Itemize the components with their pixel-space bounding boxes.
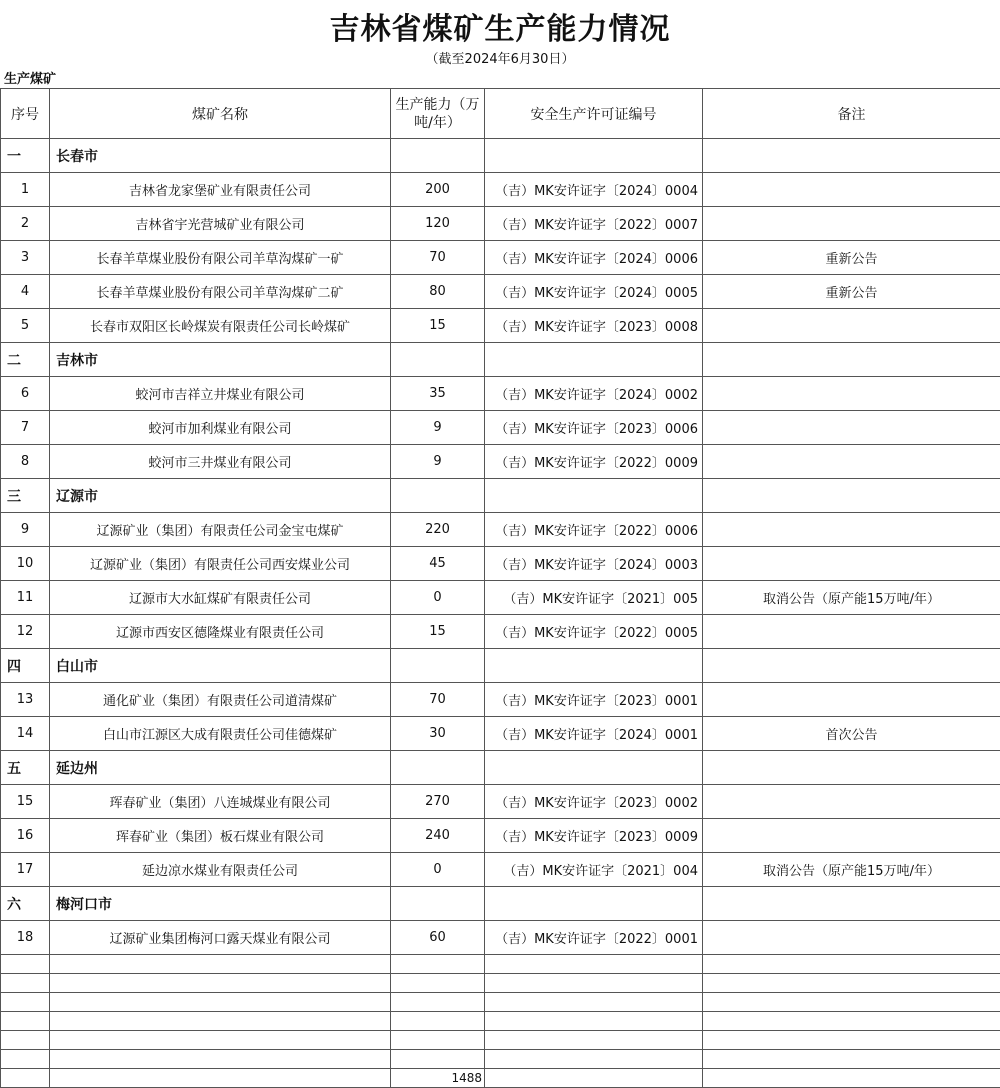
row-capacity: 270 [391,785,485,819]
row-remark [703,377,1000,411]
row-mine-name: 长春羊草煤业股份有限公司羊草沟煤矿一矿 [50,241,391,275]
blank-cell [703,1031,1000,1050]
row-mine-name: 辽源矿业（集团）有限责任公司金宝屯煤矿 [50,513,391,547]
row-mine-name: 吉林省龙家堡矿业有限责任公司 [50,173,391,207]
blank-cell [50,993,391,1012]
blank-cell [485,974,703,993]
row-seq: 14 [1,717,50,751]
row-capacity: 35 [391,377,485,411]
row-mine-name: 延边凉水煤业有限责任公司 [50,853,391,887]
row-license: （吉）MK安许证字〔2023〕0008 [485,309,703,343]
row-seq: 9 [1,513,50,547]
blank-cell [703,1050,1000,1069]
page-title: 吉林省煤矿生产能力情况 [0,4,1000,48]
table-row [1,581,1000,615]
header-row [1,89,1000,139]
blank-cell [1,974,50,993]
group-number: 五 [1,751,50,785]
header-seq: 序号 [1,89,50,139]
row-remark [703,445,1000,479]
row-capacity: 60 [391,921,485,955]
blank-cell [1,1050,50,1069]
row-seq: 18 [1,921,50,955]
table-row [1,615,1000,649]
group-capacity-cell [391,343,485,377]
group-name: 梅河口市 [50,887,391,921]
row-seq: 1 [1,173,50,207]
blank-cell [50,1012,391,1031]
row-capacity: 240 [391,819,485,853]
row-mine-name: 蛟河市加利煤业有限公司 [50,411,391,445]
row-mine-name: 蛟河市三井煤业有限公司 [50,445,391,479]
group-row [1,649,1000,683]
row-license: （吉）MK安许证字〔2022〕0006 [485,513,703,547]
group-name: 白山市 [50,649,391,683]
row-remark: 首次公告 [703,717,1000,751]
row-license: （吉）MK安许证字〔2022〕0001 [485,921,703,955]
table-row [1,513,1000,547]
row-remark: 重新公告 [703,275,1000,309]
group-capacity-cell [391,751,485,785]
blank-cell [485,955,703,974]
row-mine-name: 辽源矿业（集团）有限责任公司西安煤业公司 [50,547,391,581]
group-row [1,479,1000,513]
blank-cell [50,1031,391,1050]
row-remark [703,785,1000,819]
blank-cell [485,1069,703,1088]
row-remark [703,207,1000,241]
row-seq: 2 [1,207,50,241]
blank-row [1,955,1000,974]
row-capacity: 0 [391,581,485,615]
row-capacity: 70 [391,683,485,717]
row-license: （吉）MK安许证字〔2024〕0005 [485,275,703,309]
row-remark [703,173,1000,207]
blank-cell [1,1069,50,1088]
row-remark [703,309,1000,343]
group-license-cell [485,649,703,683]
row-capacity: 220 [391,513,485,547]
row-capacity: 9 [391,411,485,445]
group-number: 四 [1,649,50,683]
row-remark [703,411,1000,445]
blank-cell [391,1012,485,1031]
row-license: （吉）MK安许证字〔2022〕0007 [485,207,703,241]
group-remark-cell [703,139,1000,173]
row-seq: 11 [1,581,50,615]
row-license: （吉）MK安许证字〔2022〕0009 [485,445,703,479]
blank-cell [1,1012,50,1031]
blank-row [1,974,1000,993]
coal-mine-table [0,88,1000,1088]
blank-cell [50,1069,391,1088]
blank-cell [485,993,703,1012]
row-license: （吉）MK安许证字〔2024〕0001 [485,717,703,751]
group-number: 六 [1,887,50,921]
blank-cell [391,974,485,993]
page-subtitle: （截至2024年6月30日） [0,48,1000,67]
group-row [1,751,1000,785]
row-mine-name: 辽源市大水缸煤矿有限责任公司 [50,581,391,615]
group-name: 长春市 [50,139,391,173]
row-license: （吉）MK安许证字〔2023〕0006 [485,411,703,445]
row-remark: 重新公告 [703,241,1000,275]
row-remark [703,819,1000,853]
row-mine-name: 辽源矿业集团梅河口露天煤业有限公司 [50,921,391,955]
group-license-cell [485,343,703,377]
table-row [1,377,1000,411]
group-number: 三 [1,479,50,513]
row-license: （吉）MK安许证字〔2021〕004 [485,853,703,887]
row-capacity: 200 [391,173,485,207]
table-row [1,445,1000,479]
group-license-cell [485,751,703,785]
table-body [1,89,1000,1088]
blank-cell [485,1050,703,1069]
header-capacity: 生产能力（万吨/年） [391,89,485,139]
row-license: （吉）MK安许证字〔2024〕0003 [485,547,703,581]
row-seq: 5 [1,309,50,343]
row-capacity: 9 [391,445,485,479]
total-row [1,1069,1000,1088]
blank-cell [703,993,1000,1012]
table-row [1,819,1000,853]
blank-cell [485,1031,703,1050]
group-row [1,139,1000,173]
group-license-cell [485,139,703,173]
blank-row [1,1031,1000,1050]
row-remark [703,615,1000,649]
blank-cell [391,955,485,974]
row-seq: 6 [1,377,50,411]
row-seq: 15 [1,785,50,819]
row-license: （吉）MK安许证字〔2024〕0004 [485,173,703,207]
row-mine-name: 珲春矿业（集团）八连城煤业有限公司 [50,785,391,819]
group-row [1,343,1000,377]
row-mine-name: 蛟河市吉祥立井煤业有限公司 [50,377,391,411]
row-capacity: 15 [391,615,485,649]
row-license: （吉）MK安许证字〔2024〕0002 [485,377,703,411]
row-license: （吉）MK安许证字〔2024〕0006 [485,241,703,275]
row-mine-name: 长春市双阳区长岭煤炭有限责任公司长岭煤矿 [50,309,391,343]
row-seq: 7 [1,411,50,445]
table-row [1,173,1000,207]
group-name: 延边州 [50,751,391,785]
table-row [1,785,1000,819]
row-remark [703,513,1000,547]
blank-cell [703,974,1000,993]
row-remark: 取消公告（原产能15万吨/年） [703,853,1000,887]
header-name: 煤矿名称 [50,89,391,139]
row-capacity: 80 [391,275,485,309]
row-mine-name: 白山市江源区大成有限责任公司佳德煤矿 [50,717,391,751]
group-remark-cell [703,751,1000,785]
row-seq: 10 [1,547,50,581]
row-seq: 13 [1,683,50,717]
table-row [1,547,1000,581]
group-name: 辽源市 [50,479,391,513]
row-capacity: 120 [391,207,485,241]
row-seq: 12 [1,615,50,649]
row-capacity: 70 [391,241,485,275]
row-capacity: 30 [391,717,485,751]
group-row [1,887,1000,921]
total-capacity: 1488 [391,1069,485,1088]
row-license: （吉）MK安许证字〔2021〕005 [485,581,703,615]
row-mine-name: 长春羊草煤业股份有限公司羊草沟煤矿二矿 [50,275,391,309]
group-license-cell [485,887,703,921]
blank-cell [1,993,50,1012]
row-seq: 4 [1,275,50,309]
blank-cell [50,974,391,993]
blank-cell [703,1012,1000,1031]
group-capacity-cell [391,887,485,921]
blank-cell [50,955,391,974]
table-row [1,921,1000,955]
row-mine-name: 辽源市西安区德隆煤业有限责任公司 [50,615,391,649]
row-mine-name: 通化矿业（集团）有限责任公司道清煤矿 [50,683,391,717]
header-license: 安全生产许可证编号 [485,89,703,139]
row-seq: 17 [1,853,50,887]
row-seq: 3 [1,241,50,275]
group-capacity-cell [391,139,485,173]
row-remark [703,547,1000,581]
row-remark [703,683,1000,717]
table-row [1,241,1000,275]
row-capacity: 15 [391,309,485,343]
row-capacity: 45 [391,547,485,581]
blank-row [1,1012,1000,1031]
row-license: （吉）MK安许证字〔2023〕0002 [485,785,703,819]
group-remark-cell [703,479,1000,513]
row-license: （吉）MK安许证字〔2023〕0009 [485,819,703,853]
table-row [1,207,1000,241]
table-row [1,853,1000,887]
blank-row [1,1050,1000,1069]
group-remark-cell [703,343,1000,377]
table-row [1,411,1000,445]
blank-cell [1,955,50,974]
row-remark [703,921,1000,955]
group-remark-cell [703,649,1000,683]
group-number: 二 [1,343,50,377]
table-row [1,309,1000,343]
blank-cell [391,1050,485,1069]
row-mine-name: 珲春矿业（集团）板石煤业有限公司 [50,819,391,853]
row-seq: 8 [1,445,50,479]
group-name: 吉林市 [50,343,391,377]
group-license-cell [485,479,703,513]
blank-cell [391,1031,485,1050]
table-row [1,717,1000,751]
blank-cell [703,1069,1000,1088]
blank-row [1,993,1000,1012]
blank-cell [485,1012,703,1031]
blank-cell [50,1050,391,1069]
row-remark: 取消公告（原产能15万吨/年） [703,581,1000,615]
table-row [1,683,1000,717]
group-capacity-cell [391,649,485,683]
group-number: 一 [1,139,50,173]
group-capacity-cell [391,479,485,513]
blank-cell [391,993,485,1012]
blank-cell [1,1031,50,1050]
row-mine-name: 吉林省宇光营城矿业有限公司 [50,207,391,241]
table-row [1,275,1000,309]
row-license: （吉）MK安许证字〔2023〕0001 [485,683,703,717]
row-seq: 16 [1,819,50,853]
group-remark-cell [703,887,1000,921]
blank-cell [703,955,1000,974]
row-license: （吉）MK安许证字〔2022〕0005 [485,615,703,649]
header-remark: 备注 [703,89,1000,139]
section-label: 生产煤矿 [4,68,56,87]
row-capacity: 0 [391,853,485,887]
